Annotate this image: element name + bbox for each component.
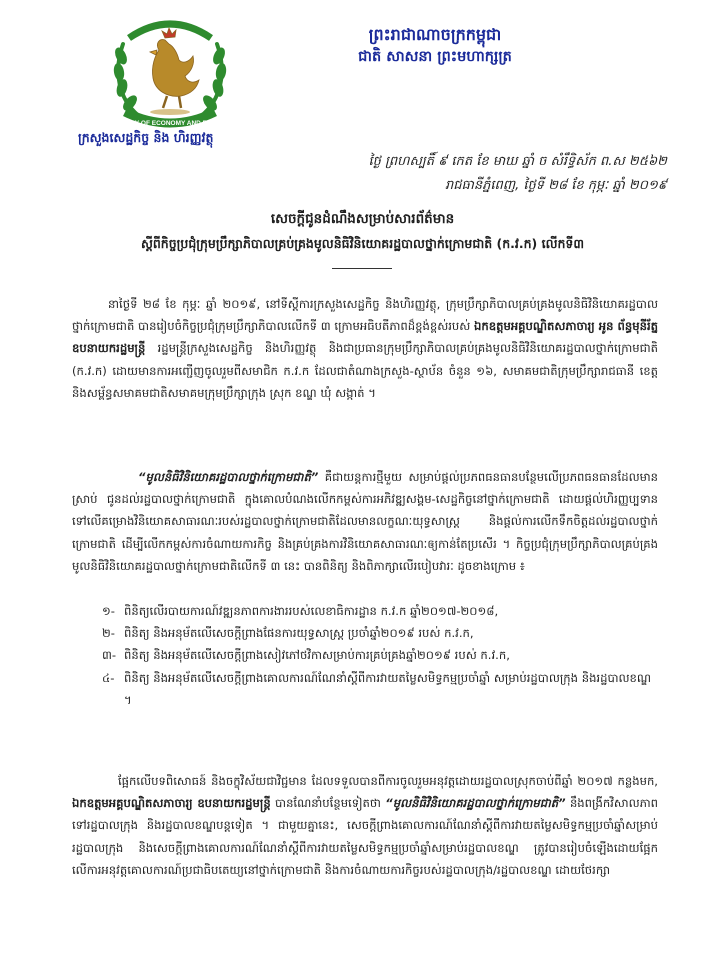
fund-name-highlight: “មូលនិធិវិនិយោគរដ្ឋបាលថ្នាក់ក្រោមជាតិ” <box>138 470 319 484</box>
title-line-2: ស្តីពីកិច្ចប្រជុំក្រុមប្រឹក្សាភិបាលគ្រប់គ្រងមូលនិធិវិនិយោគរដ្ឋបាលថ្នាក់ក្រោមជាតិ (ក.វ.ក) លើកទី៣ <box>140 236 585 251</box>
paragraph-3-text: ផ្អែកលើបទពិសោធន៍ និងចក្ខុវិស័យជាវិជ្ជមាន ដែលទទួលបានពីការចូលរួមអនុវត្តដោយរដ្ឋបាលស្រុកចាប់ពីឆ្នាំ ២០១៧ កន្លងមក, <box>118 774 658 788</box>
list-item <box>102 600 658 622</box>
ministry-logo <box>95 8 245 136</box>
logo-text: MINISTRY OF ECONOMY AND FINANCE <box>108 120 232 127</box>
list-item-number: ៣- <box>102 648 117 663</box>
list-item-text: ពិនិត្យ និងអនុម័តលើសេចក្តីព្រាងសៀវភៅថវិកាសម្រាប់ការគ្រប់គ្រងឆ្នាំ២០១៩ របស់ ក.វ.ក, <box>124 648 510 663</box>
ministry-name: ក្រសួងសេដ្ឋកិច្ច និង ហិរញ្ញវត្ថុ <box>78 130 214 145</box>
agenda-list <box>102 600 658 711</box>
lunar-date: ថ្ងៃ ព្រហស្បតិ៍ ៩ កេត ខែ មាឃ ឆ្នាំ ច សំរឹទ្ធិស័ក ព.ស ២៥៦២ <box>368 154 667 169</box>
paragraph-1-text-after: រដ្ឋមន្ត្រីក្រសួងសេដ្ឋកិច្ច និងហិរញ្ញវត្ថុ និងជាប្រធានក្រុមប្រឹក្សាភិបាលគ្រប់គ្រងមូលនិធិវិនិយោគរដ្ឋបាលថ្នាក់ក្រោមជាតិ (ក.វ.ក) ដោយមានការអញ្ជើញចូលរួមពីសមាជិក ក.វ.ក ដែលជាតំណាងក្រសួង-ស្ថាប័ន ចំនួន ១៦, សមាគមជាតិក្រុមប្រឹក្សារាជធានី ខេត្ត និងសម្ព័ន្ធសមាគមជាតិសមាគមក្រុមប្រឹក្សាក្រុង ស្រុក ខណ្ឌ ឃុំ សង្កាត់ ។ <box>72 341 658 400</box>
paragraph-2-text: គឺជាយន្តការថ្មីមួយ សម្រាប់ផ្តល់ប្រភពធនធានបន្ថែមលើប្រភពធនធានដែលមានស្រាប់ ជូនដល់រដ្ឋបាលថ្នាក់ក្រោមជាតិ ក្នុងគោលបំណងលើកកម្ពស់ការអភិវឌ្ឍសង្គម-សេដ្ឋកិច្ចនៅថ្នាក់ក្រោមជាតិ ដោយផ្តល់ហិរញ្ញប្បទានទៅលើគម្រោងវិនិយោគសាធារណៈរបស់រដ្ឋបាលថ្នាក់ក្រោមជាតិដែលមានលក្ខណៈយុទ្ធសាស្ត្រ និងផ្តល់ការលើកទឹកចិត្តដល់រដ្ឋបាលថ្នាក់ក្រោមជាតិ ដើម្បីលើកកម្ពស់ការចំណាយការកិច្ច និងគ្រប់គ្រងការវិនិយោគសាធារណៈឲ្យកាន់តែប្រសើរ ។ កិច្ចប្រជុំក្រុមប្រឹក្សាភិបាលគ្រប់គ្រងមូលនិធិវិនិយោគរដ្ឋបាលថ្នាក់ក្រោមជាតិលើកទី ៣ នេះ បានពិនិត្យ និងពិភាក្សាលើរបៀបវារៈ ដូចខាងក្រោម ៖ <box>72 470 659 573</box>
list-item-number: ២- <box>102 626 115 641</box>
paragraph-1-text: នាថ្ងៃទី ២៨ ខែ កុម្ភៈ ឆ្នាំ ២០១៩, នៅទីស្តីការក្រសួងសេដ្ឋកិច្ច និងហិរញ្ញវត្ថុ, ក្រុមប្រឹក្សាភិបាលគ្រប់គ្រងមូលនិធិវិនិយោគរដ្ឋបាលថ្នាក់ក្រោមជាតិ បានរៀបចំកិច្ចប្រជុំក្រុមប្រឹក្សាភិបាលលើកទី ៣ ក្រោមអធិបតីភាពដ៏ខ្ពង់ខ្ពស់របស់ <box>72 297 658 334</box>
fund-name-highlight-2: “មូលនិធិវិនិយោគរដ្ឋបាលថ្នាក់ក្រោមជាតិ” <box>385 796 566 811</box>
paragraph-1 <box>72 293 658 404</box>
list-item-text: ពិនិត្យ និងអនុម័តលើសេចក្តីព្រាងផែនការយុទ្ធសាស្ត្រ ប្រចាំឆ្នាំ២០១៩ របស់ ក.វ.ក, <box>124 626 474 641</box>
kingdom-name: ព្រះរាជាណាចក្រកម្ពុជា <box>368 25 502 44</box>
presiding-official-name: ឯកឧត្តមអគ្គបណ្ឌិតសភាចារ្យ អូន ព័ន្ធមុនីរ័ត្ន ឧបនាយករដ្ឋមន្ត្រី <box>72 319 658 356</box>
date-block <box>368 150 667 198</box>
list-item-text: ពិនិត្យ និងអនុម័តលើសេចក្តីព្រាងគោលការណ៍ណែនាំស្តីពីការវាយតម្លៃសមិទ្ធកម្មប្រចាំឆ្នាំ សម្រាប់រដ្ឋបាលក្រុង និងរដ្ឋបាលខណ្ឌ ។ <box>124 670 652 707</box>
paragraph-3-text-3: នឹងពង្រីកវិសាលភាពទៅរដ្ឋបាលក្រុង និងរដ្ឋបាលខណ្ឌបន្តទៀត ។ ជាមួយគ្នានេះ, សេចក្តីព្រាងគោលការណ៍ណែនាំស្តីពីការវាយតម្លៃសមិទ្ធកម្មប្រចាំឆ្នាំសម្រាប់រដ្ឋបាលក្រុង និងសេចក្តីព្រាងគោលការណ៍ណែនាំស្តីពីការវាយតម្លៃសមិទ្ធកម្មប្រចាំឆ្នាំសម្រាប់រដ្ឋបាលខណ្ឌ ត្រូវបានរៀបចំឡើងដោយផ្អែកលើការអនុវត្តគោលការណ៍ប្រជាធិបតេយ្យនៅថ្នាក់ក្រោមជាតិ និងការចំណាយការកិច្ចរបស់រដ្ឋបាលក្រុង/រដ្ឋបាលខណ្ឌ ដោយថែរក្សា <box>72 796 659 877</box>
kingdom-header <box>270 24 600 68</box>
list-item-text: ពិនិត្យលើរបាយការណ៍វឌ្ឍនភាពការងាររបស់លេខាធិការដ្ឋាន ក.វ.ក ឆ្នាំ២០១៧-២០១៨, <box>124 604 499 618</box>
title-divider <box>332 268 392 269</box>
national-motto: ជាតិ សាសនា ព្រះមហាក្សត្រ <box>358 49 512 65</box>
paragraph-3-text-2: បានណែនាំបន្ថែមទៀតថា <box>275 796 381 811</box>
list-item-number: ១- <box>102 604 115 618</box>
solar-date: រាជធានីភ្នំពេញ, ថ្ងៃទី ២៨ ខែ កុម្ភៈ ឆ្នាំ ២០១៩ <box>444 178 667 193</box>
list-item <box>102 622 658 644</box>
list-item-number: ៤- <box>102 670 115 685</box>
list-item <box>102 644 658 666</box>
title-line-1: សេចក្តីជូនដំណឹងសម្រាប់សារព័ត៌មាន <box>270 211 455 227</box>
rooster-emblem-icon <box>95 8 245 136</box>
paragraph-3 <box>72 770 658 881</box>
official-name: ឯកឧត្តមអគ្គបណ្ឌិតសភាចារ្យ ឧបនាយករដ្ឋមន្ត្រី <box>72 796 271 811</box>
paragraph-2 <box>72 466 658 577</box>
list-item <box>102 667 658 711</box>
